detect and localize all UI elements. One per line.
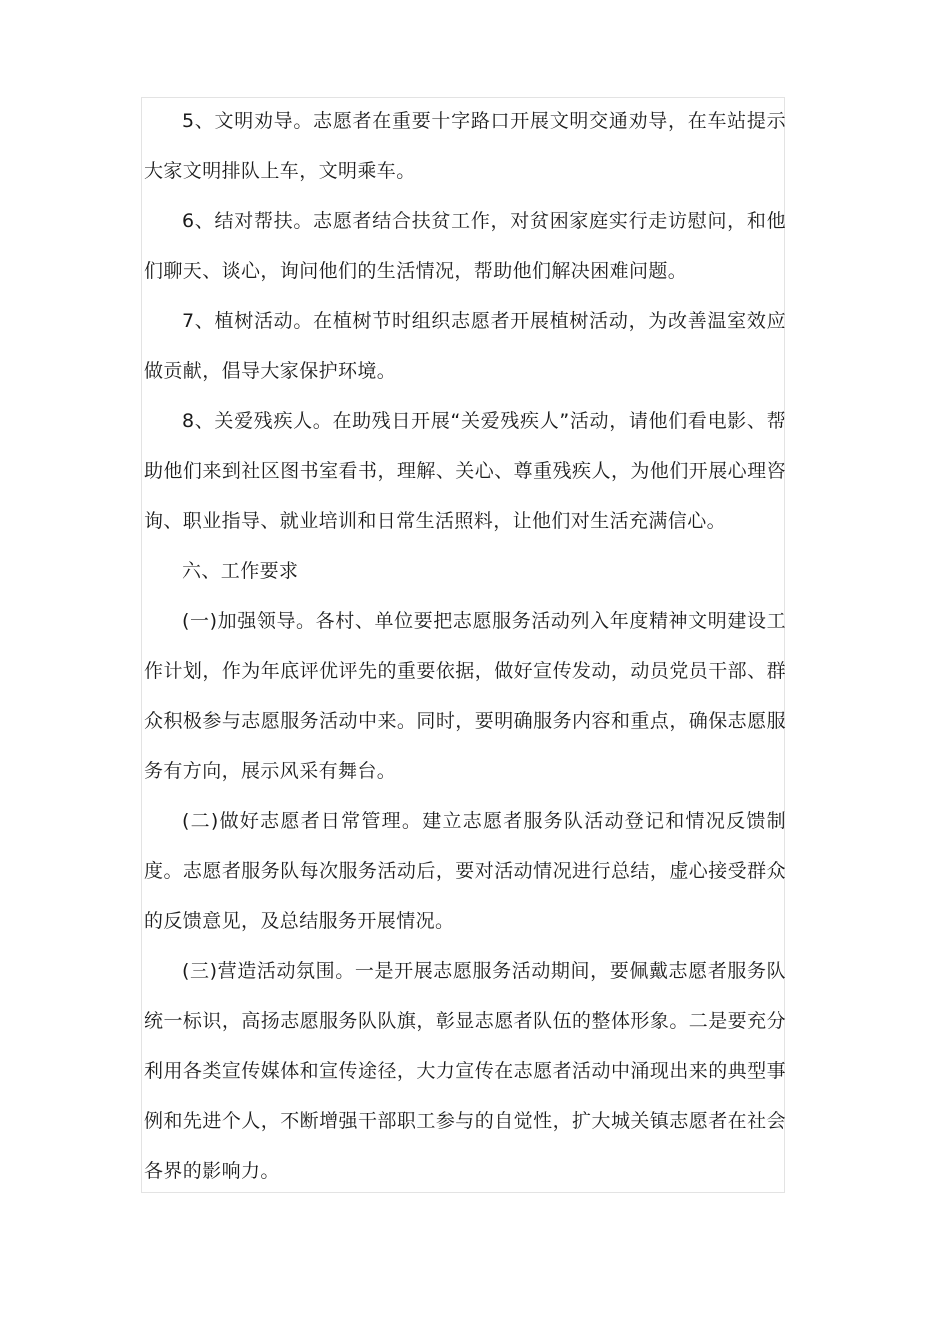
paragraph-strengthen-leadership: (一)加强领导。各村、单位要把志愿服务活动列入年度精神文明建设工作计划，作为年底评优评先的重要依据，做好宣传发动，动员党员干部、群众积极参与志愿服务活动中来。同时，要明确服务内容和重点，确保志愿服务有方向，展示风采有舞台。	[144, 610, 786, 782]
paragraph-create-atmosphere: (三)营造活动氛围。一是开展志愿服务活动期间，要佩戴志愿者服务队统一标识，高扬志愿服务队队旗，彰显志愿者队伍的整体形象。二是要充分利用各类宣传媒体和宣传途径，大力宣传在志愿者活动中涌现出来的典型事例和先进个人，不断增强干部职工参与的自觉性，扩大城关镇志愿者在社会各界的影响力。	[144, 960, 786, 1182]
paragraph-volunteer-management: (二)做好志愿者日常管理。建立志愿者服务队活动登记和情况反馈制度。志愿者服务队每次服务活动后，要对活动情况进行总结，虚心接受群众的反馈意见，及总结服务开展情况。	[144, 810, 786, 932]
document-body	[144, 96, 786, 1196]
paragraph-care-for-disabled: 8、关爱残疾人。在助残日开展“关爱残疾人”活动，请他们看电影、帮助他们来到社区图书室看书，理解、关心、尊重残疾人，为他们开展心理咨询、职业指导、就业培训和日常生活照料，让他们对生活充满信心。	[144, 410, 786, 532]
paragraph-tree-planting: 7、植树活动。在植树节时组织志愿者开展植树活动，为改善温室效应做贡献，倡导大家保护环境。	[144, 310, 786, 382]
paragraph-civility-persuasion: 5、文明劝导。志愿者在重要十字路口开展文明交通劝导，在车站提示大家文明排队上车，文明乘车。	[144, 110, 786, 182]
section-heading-work-requirements: 六、工作要求	[182, 560, 299, 582]
paragraph-pair-assistance: 6、结对帮扶。志愿者结合扶贫工作，对贫困家庭实行走访慰问，和他们聊天、谈心，询问他们的生活情况，帮助他们解决困难问题。	[144, 210, 786, 282]
